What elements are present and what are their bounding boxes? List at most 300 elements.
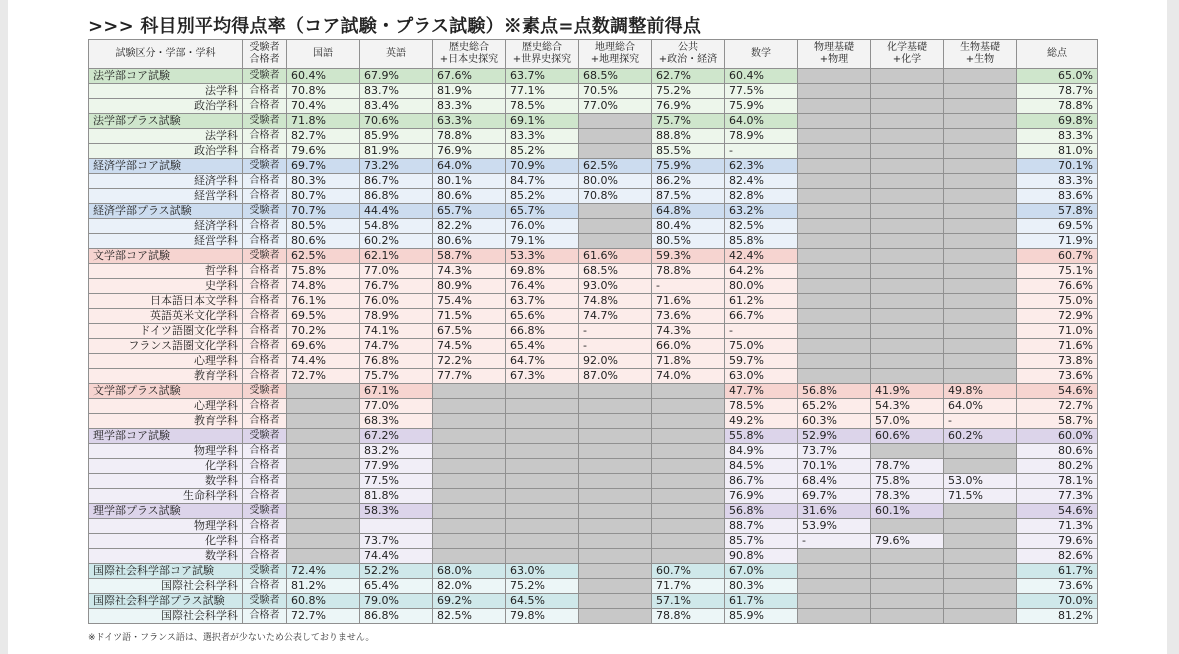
total-score-cell: 70.0% <box>1017 594 1098 609</box>
not-applicable-cell <box>944 129 1017 144</box>
not-applicable-cell <box>798 84 871 99</box>
not-applicable-cell <box>579 579 652 594</box>
score-cell: 63.0% <box>506 564 579 579</box>
not-applicable-cell <box>871 69 944 84</box>
score-cell: 69.8% <box>506 264 579 279</box>
total-score-cell: 81.2% <box>1017 609 1098 624</box>
score-cell: - <box>579 339 652 354</box>
score-cell: 67.6% <box>433 69 506 84</box>
score-cell: 80.3% <box>287 174 360 189</box>
department-name: 生命科学科 <box>89 489 243 504</box>
not-applicable-cell <box>871 309 944 324</box>
not-applicable-cell <box>871 249 944 264</box>
score-cell: 52.9% <box>798 429 871 444</box>
score-cell: 62.3% <box>725 159 798 174</box>
total-score-cell: 69.8% <box>1017 114 1098 129</box>
column-header: 総点 <box>1017 40 1098 69</box>
not-applicable-cell <box>871 204 944 219</box>
department-row <box>89 174 1098 189</box>
total-score-cell: 73.8% <box>1017 354 1098 369</box>
department-name: 心理学科 <box>89 354 243 369</box>
not-applicable-cell <box>944 294 1017 309</box>
total-score-cell: 57.8% <box>1017 204 1098 219</box>
not-applicable-cell <box>871 174 944 189</box>
score-cell: 67.1% <box>360 384 433 399</box>
role-cell: 合格者 <box>243 549 287 564</box>
not-applicable-cell <box>798 279 871 294</box>
not-applicable-cell <box>871 99 944 114</box>
score-cell: 60.6% <box>871 429 944 444</box>
not-applicable-cell <box>798 369 871 384</box>
department-row <box>89 144 1098 159</box>
table-body <box>89 69 1098 624</box>
department-row <box>89 219 1098 234</box>
not-applicable-cell <box>871 339 944 354</box>
total-score-cell: 58.7% <box>1017 414 1098 429</box>
department-row <box>89 354 1098 369</box>
not-applicable-cell <box>871 324 944 339</box>
department-name: 数学科 <box>89 474 243 489</box>
score-cell: 83.3% <box>506 129 579 144</box>
not-applicable-cell <box>433 519 506 534</box>
not-applicable-cell <box>652 444 725 459</box>
column-header: 歴史総合 +世界史探究 <box>506 40 579 69</box>
not-applicable-cell <box>579 129 652 144</box>
score-cell: 68.0% <box>433 564 506 579</box>
role-cell: 受験者 <box>243 594 287 609</box>
score-cell: 69.2% <box>433 594 506 609</box>
department-row <box>89 579 1098 594</box>
score-cell: 78.8% <box>433 129 506 144</box>
column-header: 受験者 合格者 <box>243 40 287 69</box>
department-name: 教育学科 <box>89 369 243 384</box>
not-applicable-cell <box>287 459 360 474</box>
total-score-cell: 75.1% <box>1017 264 1098 279</box>
score-cell: 88.8% <box>652 129 725 144</box>
not-applicable-cell <box>798 144 871 159</box>
role-cell: 合格者 <box>243 609 287 624</box>
total-score-cell: 80.2% <box>1017 459 1098 474</box>
department-row <box>89 534 1098 549</box>
not-applicable-cell <box>652 534 725 549</box>
not-applicable-cell <box>798 354 871 369</box>
score-cell: 56.8% <box>798 384 871 399</box>
total-score-cell: 80.6% <box>1017 444 1098 459</box>
department-row <box>89 399 1098 414</box>
not-applicable-cell <box>579 609 652 624</box>
department-row <box>89 279 1098 294</box>
role-cell: 合格者 <box>243 264 287 279</box>
role-cell: 合格者 <box>243 354 287 369</box>
score-cell: 49.8% <box>944 384 1017 399</box>
not-applicable-cell <box>798 549 871 564</box>
role-cell: 合格者 <box>243 339 287 354</box>
column-header: 生物基礎 +生物 <box>944 40 1017 69</box>
not-applicable-cell <box>944 354 1017 369</box>
department-name: 教育学科 <box>89 414 243 429</box>
total-score-cell: 79.6% <box>1017 534 1098 549</box>
right-margin-bar <box>1167 0 1179 654</box>
score-cell: 90.8% <box>725 549 798 564</box>
total-score-cell: 72.9% <box>1017 309 1098 324</box>
score-cell: 53.3% <box>506 249 579 264</box>
not-applicable-cell <box>871 579 944 594</box>
score-cell: 84.7% <box>506 174 579 189</box>
not-applicable-cell <box>944 579 1017 594</box>
role-cell: 受験者 <box>243 159 287 174</box>
score-cell: 55.8% <box>725 429 798 444</box>
total-score-cell: 54.6% <box>1017 384 1098 399</box>
not-applicable-cell <box>652 384 725 399</box>
not-applicable-cell <box>798 174 871 189</box>
department-name: 哲学科 <box>89 264 243 279</box>
department-row <box>89 459 1098 474</box>
exam-category-name: 法学部プラス試験 <box>89 114 243 129</box>
total-score-cell: 78.1% <box>1017 474 1098 489</box>
not-applicable-cell <box>944 234 1017 249</box>
score-cell: 75.7% <box>360 369 433 384</box>
score-cell: 60.4% <box>287 69 360 84</box>
not-applicable-cell <box>944 84 1017 99</box>
score-cell: 83.4% <box>360 99 433 114</box>
score-cell: 66.7% <box>725 309 798 324</box>
score-cell: 62.5% <box>287 249 360 264</box>
department-name: 英語英米文化学科 <box>89 309 243 324</box>
not-applicable-cell <box>798 249 871 264</box>
not-applicable-cell <box>944 99 1017 114</box>
not-applicable-cell <box>579 414 652 429</box>
score-cell: 85.2% <box>506 144 579 159</box>
score-cell: 68.5% <box>579 69 652 84</box>
score-cell: 57.1% <box>652 594 725 609</box>
score-cell: 79.0% <box>360 594 433 609</box>
score-cell: 65.6% <box>506 309 579 324</box>
not-applicable-cell <box>579 474 652 489</box>
score-cell: 80.6% <box>433 234 506 249</box>
score-cell: 75.8% <box>287 264 360 279</box>
not-applicable-cell <box>287 534 360 549</box>
not-applicable-cell <box>944 159 1017 174</box>
role-cell: 合格者 <box>243 399 287 414</box>
score-cell: - <box>652 279 725 294</box>
role-cell: 合格者 <box>243 444 287 459</box>
score-cell: 64.5% <box>506 594 579 609</box>
not-applicable-cell <box>652 399 725 414</box>
not-applicable-cell <box>871 234 944 249</box>
score-cell: 76.7% <box>360 279 433 294</box>
not-applicable-cell <box>798 564 871 579</box>
not-applicable-cell <box>433 474 506 489</box>
role-cell: 受験者 <box>243 384 287 399</box>
score-cell: 41.9% <box>871 384 944 399</box>
department-name: 経営学科 <box>89 234 243 249</box>
total-score-cell: 78.8% <box>1017 99 1098 114</box>
score-cell: 84.5% <box>725 459 798 474</box>
score-cell: 74.8% <box>579 294 652 309</box>
score-cell: 67.0% <box>725 564 798 579</box>
role-cell: 合格者 <box>243 129 287 144</box>
score-cell: 64.7% <box>506 354 579 369</box>
score-cell: 74.4% <box>360 549 433 564</box>
score-cell: 80.0% <box>725 279 798 294</box>
score-cell: 60.3% <box>798 414 871 429</box>
department-name: 政治学科 <box>89 144 243 159</box>
not-applicable-cell <box>287 474 360 489</box>
not-applicable-cell <box>579 504 652 519</box>
role-cell: 合格者 <box>243 174 287 189</box>
score-cell: 77.0% <box>579 99 652 114</box>
column-header: 国語 <box>287 40 360 69</box>
not-applicable-cell <box>506 399 579 414</box>
not-applicable-cell <box>798 159 871 174</box>
not-applicable-cell <box>944 324 1017 339</box>
score-cell: 52.2% <box>360 564 433 579</box>
score-cell: 80.0% <box>579 174 652 189</box>
score-cell: 85.9% <box>725 609 798 624</box>
exam-category-row <box>89 594 1098 609</box>
score-cell: 60.1% <box>871 504 944 519</box>
score-cell: - <box>725 324 798 339</box>
score-cell: 73.7% <box>360 534 433 549</box>
department-row <box>89 234 1098 249</box>
not-applicable-cell <box>579 219 652 234</box>
score-cell: 76.8% <box>360 354 433 369</box>
not-applicable-cell <box>871 189 944 204</box>
total-score-cell: 83.3% <box>1017 129 1098 144</box>
total-score-cell: 71.0% <box>1017 324 1098 339</box>
score-cell: 78.5% <box>506 99 579 114</box>
not-applicable-cell <box>944 174 1017 189</box>
not-applicable-cell <box>798 114 871 129</box>
not-applicable-cell <box>652 519 725 534</box>
role-cell: 受験者 <box>243 429 287 444</box>
score-cell: 83.3% <box>433 99 506 114</box>
exam-category-row <box>89 504 1098 519</box>
score-cell: 80.9% <box>433 279 506 294</box>
department-row <box>89 549 1098 564</box>
score-cell: 82.5% <box>725 219 798 234</box>
not-applicable-cell <box>871 129 944 144</box>
not-applicable-cell <box>871 279 944 294</box>
total-score-cell: 72.7% <box>1017 399 1098 414</box>
score-cell: 63.7% <box>506 294 579 309</box>
not-applicable-cell <box>579 489 652 504</box>
score-cell: 82.2% <box>433 219 506 234</box>
not-applicable-cell <box>433 504 506 519</box>
score-cell: 67.5% <box>433 324 506 339</box>
score-cell: 60.4% <box>725 69 798 84</box>
score-cell: 77.5% <box>360 474 433 489</box>
score-cell: 68.5% <box>579 264 652 279</box>
score-cell: 70.9% <box>506 159 579 174</box>
score-cell: 69.7% <box>287 159 360 174</box>
not-applicable-cell <box>433 459 506 474</box>
score-cell: 76.9% <box>652 99 725 114</box>
exam-category-name: 国際社会科学部コア試験 <box>89 564 243 579</box>
score-cell: 80.6% <box>433 189 506 204</box>
score-cell: 77.5% <box>725 84 798 99</box>
not-applicable-cell <box>287 519 360 534</box>
role-cell: 合格者 <box>243 219 287 234</box>
score-cell: 44.4% <box>360 204 433 219</box>
not-applicable-cell <box>944 69 1017 84</box>
not-applicable-cell <box>433 414 506 429</box>
score-cell: 72.7% <box>287 609 360 624</box>
total-score-cell: 71.9% <box>1017 234 1098 249</box>
not-applicable-cell <box>579 534 652 549</box>
total-score-cell: 77.3% <box>1017 489 1098 504</box>
role-cell: 合格者 <box>243 324 287 339</box>
score-cell: 67.3% <box>506 369 579 384</box>
department-row <box>89 474 1098 489</box>
not-applicable-cell <box>579 114 652 129</box>
column-header: 公共 +政治・経済 <box>652 40 725 69</box>
not-applicable-cell <box>798 129 871 144</box>
not-applicable-cell <box>506 534 579 549</box>
not-applicable-cell <box>506 549 579 564</box>
score-cell <box>360 519 433 534</box>
score-cell: 78.3% <box>871 489 944 504</box>
department-name: 法学科 <box>89 84 243 99</box>
department-name: 物理学科 <box>89 519 243 534</box>
not-applicable-cell <box>944 279 1017 294</box>
department-row <box>89 129 1098 144</box>
not-applicable-cell <box>287 444 360 459</box>
not-applicable-cell <box>433 549 506 564</box>
not-applicable-cell <box>798 309 871 324</box>
not-applicable-cell <box>433 429 506 444</box>
score-cell: 81.8% <box>360 489 433 504</box>
total-score-cell: 73.6% <box>1017 369 1098 384</box>
score-cell: 76.0% <box>360 294 433 309</box>
score-cell: 80.5% <box>652 234 725 249</box>
score-cell: 70.4% <box>287 99 360 114</box>
not-applicable-cell <box>944 459 1017 474</box>
not-applicable-cell <box>944 309 1017 324</box>
not-applicable-cell <box>506 489 579 504</box>
score-cell: 74.4% <box>287 354 360 369</box>
exam-category-row <box>89 429 1098 444</box>
score-cell: 53.0% <box>944 474 1017 489</box>
not-applicable-cell <box>871 444 944 459</box>
department-row <box>89 339 1098 354</box>
page-title: >>> 科目別平均得点率（コア試験・プラス試験）※素点=点数調整前得点 <box>88 16 702 37</box>
score-cell: 76.0% <box>506 219 579 234</box>
not-applicable-cell <box>798 219 871 234</box>
not-applicable-cell <box>506 474 579 489</box>
not-applicable-cell <box>652 549 725 564</box>
score-cell: 68.4% <box>798 474 871 489</box>
total-score-cell: 81.0% <box>1017 144 1098 159</box>
score-cell: 82.5% <box>433 609 506 624</box>
score-cell: 65.4% <box>360 579 433 594</box>
score-cell: 85.9% <box>360 129 433 144</box>
department-name: ドイツ語圏文化学科 <box>89 324 243 339</box>
not-applicable-cell <box>798 579 871 594</box>
not-applicable-cell <box>506 444 579 459</box>
total-score-cell: 82.6% <box>1017 549 1098 564</box>
department-row <box>89 324 1098 339</box>
department-row <box>89 414 1098 429</box>
not-applicable-cell <box>652 414 725 429</box>
department-name: 化学科 <box>89 534 243 549</box>
not-applicable-cell <box>798 594 871 609</box>
department-name: 経済学科 <box>89 219 243 234</box>
score-cell: 78.9% <box>360 309 433 324</box>
role-cell: 合格者 <box>243 144 287 159</box>
score-cell: 64.0% <box>433 159 506 174</box>
not-applicable-cell <box>433 399 506 414</box>
not-applicable-cell <box>579 549 652 564</box>
score-cell: 65.7% <box>433 204 506 219</box>
total-score-cell: 83.6% <box>1017 189 1098 204</box>
role-cell: 合格者 <box>243 459 287 474</box>
department-name: フランス語圏文化学科 <box>89 339 243 354</box>
exam-category-name: 文学部コア試験 <box>89 249 243 264</box>
score-cell: 82.0% <box>433 579 506 594</box>
score-cell: 61.7% <box>725 594 798 609</box>
score-cell: 81.9% <box>433 84 506 99</box>
score-cell: 67.9% <box>360 69 433 84</box>
not-applicable-cell <box>433 534 506 549</box>
role-cell: 合格者 <box>243 279 287 294</box>
score-cell: 64.0% <box>944 399 1017 414</box>
score-cell: 75.9% <box>652 159 725 174</box>
score-cell: 60.2% <box>944 429 1017 444</box>
not-applicable-cell <box>579 519 652 534</box>
not-applicable-cell <box>944 549 1017 564</box>
score-cell: 85.5% <box>652 144 725 159</box>
total-score-cell: 76.6% <box>1017 279 1098 294</box>
not-applicable-cell <box>944 249 1017 264</box>
score-cell: 80.7% <box>287 189 360 204</box>
not-applicable-cell <box>579 564 652 579</box>
score-cell: 81.2% <box>287 579 360 594</box>
score-cell: 63.0% <box>725 369 798 384</box>
role-cell: 合格者 <box>243 519 287 534</box>
role-cell: 合格者 <box>243 84 287 99</box>
role-cell: 合格者 <box>243 369 287 384</box>
role-cell: 合格者 <box>243 234 287 249</box>
department-name: 法学科 <box>89 129 243 144</box>
role-cell: 受験者 <box>243 114 287 129</box>
total-score-cell: 60.0% <box>1017 429 1098 444</box>
score-cell: 70.6% <box>360 114 433 129</box>
role-cell: 合格者 <box>243 579 287 594</box>
not-applicable-cell <box>287 549 360 564</box>
score-cell: 79.6% <box>871 534 944 549</box>
score-cell: 86.7% <box>360 174 433 189</box>
exam-category-name: 理学部コア試験 <box>89 429 243 444</box>
not-applicable-cell <box>798 204 871 219</box>
score-cell: 72.2% <box>433 354 506 369</box>
score-cell: 63.3% <box>433 114 506 129</box>
not-applicable-cell <box>871 144 944 159</box>
not-applicable-cell <box>944 189 1017 204</box>
score-cell: 68.3% <box>360 414 433 429</box>
score-cell: 85.2% <box>506 189 579 204</box>
score-cell: 69.6% <box>287 339 360 354</box>
department-row <box>89 264 1098 279</box>
not-applicable-cell <box>944 444 1017 459</box>
score-cell: 66.8% <box>506 324 579 339</box>
not-applicable-cell <box>433 489 506 504</box>
score-cell: 54.3% <box>871 399 944 414</box>
department-name: 化学科 <box>89 459 243 474</box>
not-applicable-cell <box>579 444 652 459</box>
exam-category-name: 経済学部プラス試験 <box>89 204 243 219</box>
score-cell: 71.5% <box>944 489 1017 504</box>
